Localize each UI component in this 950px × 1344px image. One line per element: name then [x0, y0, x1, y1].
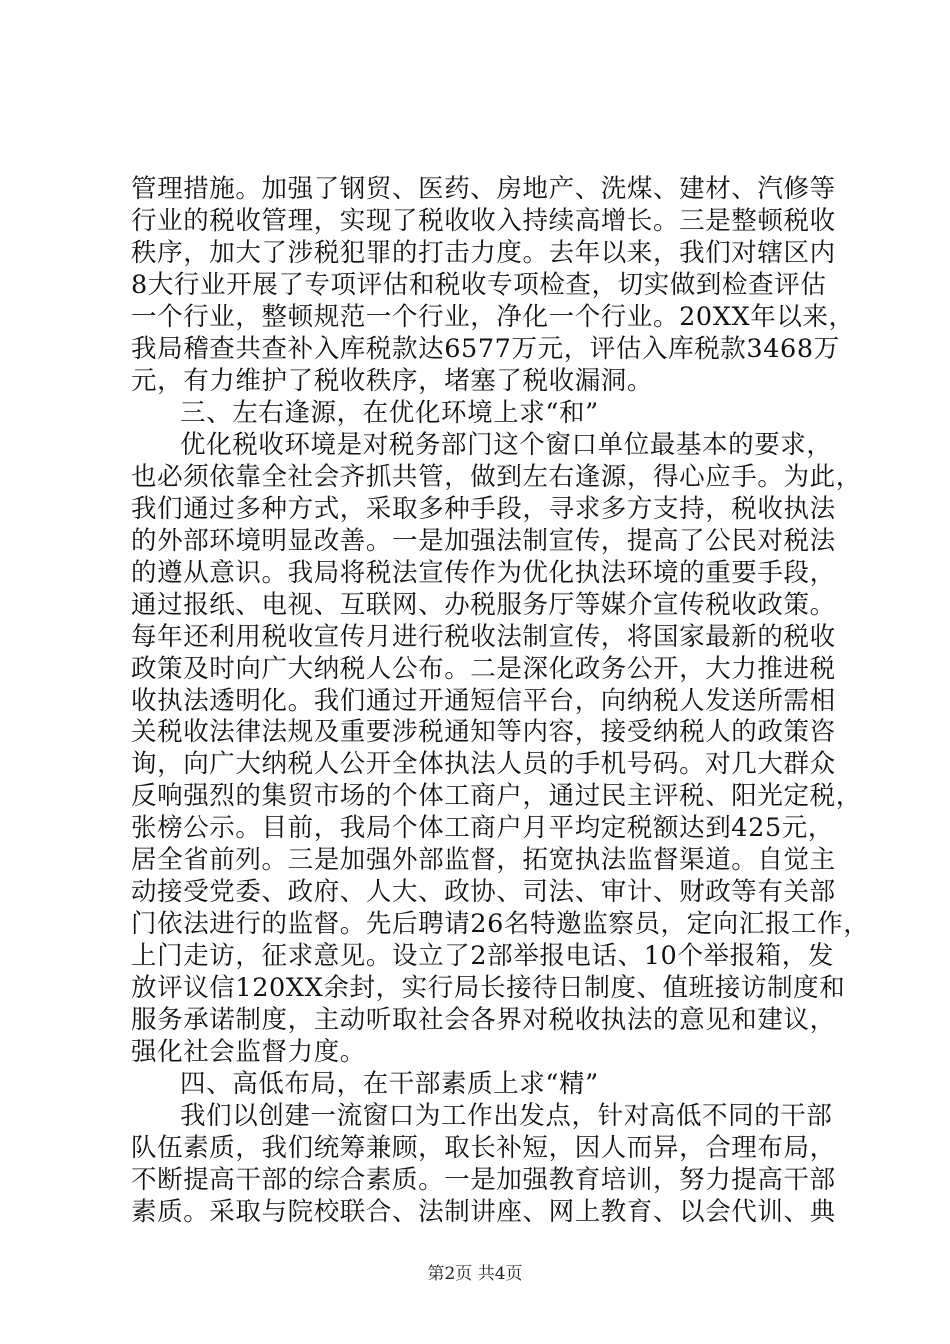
text-line: 素质。采取与院校联合、法制讲座、网上教育、以会代训、典: [131, 1197, 836, 1227]
text-line: 服务承诺制度，主动听取社会各界对税收执法的意见和建议，: [131, 1005, 836, 1035]
page-footer: 第2页 共4页: [427, 1264, 523, 1284]
text-line: 秩序，加大了涉税犯罪的打击力度。去年以来，我们对辖区内: [131, 238, 836, 268]
text-line: 队伍素质，我们统筹兼顾，取长补短，因人而异，合理布局，: [131, 1133, 836, 1163]
text-line: 的外部环境明显改善。一是加强法制宣传，提高了公民对税法: [131, 526, 836, 556]
text-line: 强化社会监督力度。: [131, 1037, 366, 1067]
text-line: 元，有力维护了税收秩序，堵塞了税收漏洞。: [131, 366, 654, 396]
text-line: 张榜公示。目前，我局个体工商户月平均定税额达到425元，: [131, 813, 834, 843]
text-line: 每年还利用税收宣传月进行税收法制宣传，将国家最新的税收: [131, 622, 836, 652]
text-line: 通过报纸、电视、互联网、办税服务厅等媒介宣传税收政策。: [131, 590, 836, 620]
text-line: 动接受党委、政府、人大、政协、司法、审计、财政等有关部: [131, 877, 836, 907]
text-line: 上门走访，征求意见。设立了2部举报电话、10个举报箱，发: [131, 941, 834, 971]
text-line: 我们通过多种方式，采取多种手段，寻求多方支持，税收执法: [131, 494, 836, 524]
text-line: 四、高低布局，在干部素质上求“精”: [180, 1069, 599, 1099]
text-line: 也必须依靠全社会齐抓共管，做到左右逢源，得心应手。为此，: [131, 462, 862, 492]
text-line: 的遵从意识。我局将税法宣传作为优化执法环境的重要手段，: [131, 558, 836, 588]
text-line: 我局稽查共查补入库税款达6577万元，评估入库税款3468万: [131, 334, 840, 364]
text-line: 管理措施。加强了钢贸、医药、房地产、洗煤、建材、汽修等: [131, 174, 836, 204]
text-line: 放评议信120XX余封，实行局长接待日制度、值班接访制度和: [131, 973, 846, 1003]
text-line: 居全省前列。三是加强外部监督，拓宽执法监督渠道。自觉主: [131, 845, 836, 875]
text-line: 三、左右逢源，在优化环境上求“和”: [180, 398, 599, 428]
text-line: 8大行业开展了专项评估和税收专项检查，切实做到检查评估: [131, 270, 827, 300]
text-line: 收执法透明化。我们通过开通短信平台，向纳税人发送所需相: [131, 686, 836, 716]
text-line: 优化税收环境是对税务部门这个窗口单位最基本的要求，: [180, 430, 833, 460]
text-line: 关税收法律法规及重要涉税通知等内容，接受纳税人的政策咨: [131, 717, 836, 747]
text-line: 政策及时向广大纳税人公布。二是深化政务公开，大力推进税: [131, 654, 836, 684]
text-line: 反响强烈的集贸市场的个体工商户，通过民主评税、阳光定税，: [131, 781, 862, 811]
text-line: 一个行业，整顿规范一个行业，净化一个行业。20XX年以来，: [131, 302, 855, 332]
text-line: 不断提高干部的综合素质。一是加强教育培训，努力提高干部: [131, 1165, 836, 1195]
text-line: 询，向广大纳税人公开全体执法人员的手机号码。对几大群众: [131, 749, 836, 779]
text-line: 门依法进行的监督。先后聘请26名特邀监察员，定向汇报工作，: [131, 909, 870, 939]
text-line: 我们以创建一流窗口为工作出发点，针对高低不同的干部: [180, 1101, 833, 1131]
text-line: 行业的税收管理，实现了税收收入持续高增长。三是整顿税收: [131, 206, 836, 236]
